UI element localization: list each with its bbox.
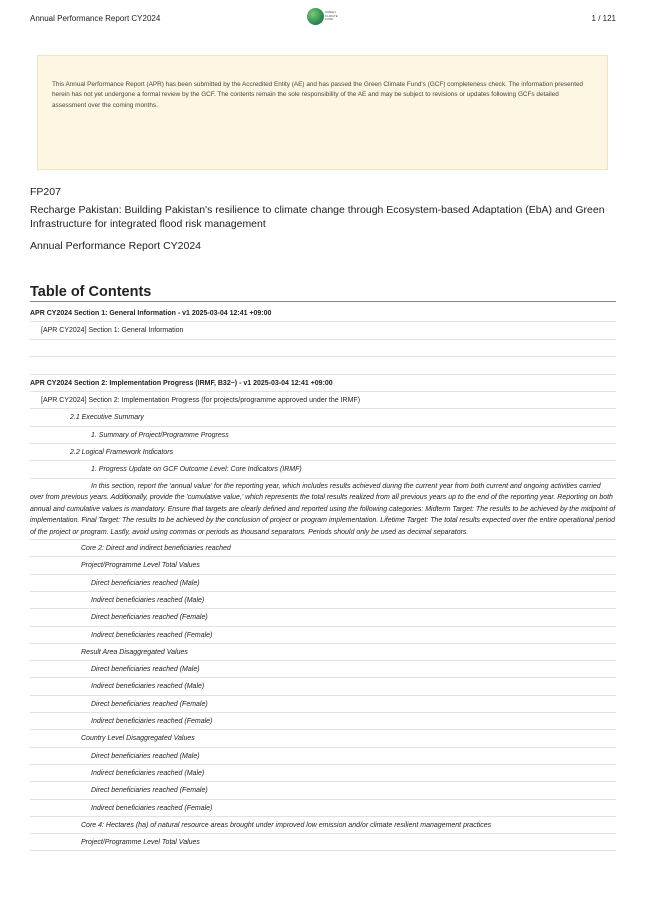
toc-entry[interactable]: Direct beneficiaries reached (Male): [30, 748, 616, 765]
gcf-logo: [307, 8, 341, 30]
toc-entry[interactable]: Core 4: Hectares (ha) of natural resource areas brought under improved low emission and/or climate resilient management practices: [30, 817, 616, 834]
globe-icon: [307, 8, 324, 25]
toc-entry[interactable]: 2.2 Logical Framework Indicators: [30, 444, 616, 461]
toc-entry[interactable]: 1. Progress Update on GCF Outcome Level: Core Indicators (IRMF): [30, 461, 616, 478]
toc-heading: Table of Contents: [30, 284, 616, 302]
toc-entry[interactable]: APR CY2024 Section 2: Implementation Progress (IRMF, B32~) - v1 2025-03-04 12:41 +09:00: [30, 375, 616, 392]
toc-entry[interactable]: Core 2: Direct and indirect beneficiaries reached: [30, 540, 616, 557]
table-of-contents: [30, 305, 616, 851]
toc-entry[interactable]: Indirect beneficiaries reached (Female): [30, 713, 616, 730]
toc-entry[interactable]: [APR CY2024] Section 2: Implementation Progress (for projects/programme approved under the IRMF): [30, 392, 616, 409]
toc-entry[interactable]: Indirect beneficiaries reached (Male): [30, 592, 616, 609]
project-id: FP207: [30, 186, 61, 198]
toc-entry[interactable]: Indirect beneficiaries reached (Male): [30, 765, 616, 782]
toc-spacer-row: [30, 340, 616, 358]
logo-text: GREEN CLIMATE FUND: [325, 10, 338, 22]
toc-entry[interactable]: APR CY2024 Section 1: General Information - v1 2025-03-04 12:41 +09:00: [30, 305, 616, 322]
toc-entry[interactable]: Indirect beneficiaries reached (Female): [30, 800, 616, 817]
toc-spacer-row: [30, 357, 616, 375]
project-title: Recharge Pakistan: Building Pakistan's resilience to climate change through Ecosystem-based Adaptation (EbA) and Green Infrastructure for integrated flood risk management: [30, 204, 605, 230]
toc-instruction-text: In this section, report the 'annual value' for the reporting year, which includes results achieved during the current year from both current and ongoing activities carried over from previous years. Additionally, provide the 'cumulative value,' which represents the total results realized from all previous years up to the end of the reporting year. Reporting on both annual and cumulative values is mandatory. Ensure that targets are clearly defined and reported using the following categories: Midterm Target: The results to be achieved by the midpoint of implementation. Final Target: The results to be achieved by the conclusion of project or program implementation. Lifetime Target: The total results expected over the entire operational period of the project or program. Lastly, avoid using commas or periods as thousand separators. Periods should only be used as decimal separators.: [30, 479, 616, 541]
toc-entry[interactable]: 1. Summary of Project/Programme Progress: [30, 427, 616, 444]
report-title: Annual Performance Report CY2024: [30, 240, 202, 252]
toc-entry[interactable]: Direct beneficiaries reached (Male): [30, 575, 616, 592]
toc-entry[interactable]: Direct beneficiaries reached (Female): [30, 696, 616, 713]
toc-entry[interactable]: Indirect beneficiaries reached (Female): [30, 627, 616, 644]
disclaimer-notice: This Annual Performance Report (APR) has been submitted by the Accredited Entity (AE) and has passed the Green Climate Fund's (GCF) completeness check. The information presented herein has not yet undergone a formal review by the GCF. The contents remain the sole responsibility of the AE and may be subject to revisions or updates following GCFs detailed assessment over the coming months.: [37, 55, 608, 170]
toc-entry[interactable]: Result Area Disaggregated Values: [30, 644, 616, 661]
toc-entry[interactable]: Project/Programme Level Total Values: [30, 834, 616, 851]
page-indicator: 1 / 121: [591, 14, 616, 23]
toc-entry[interactable]: 2.1 Executive Summary: [30, 409, 616, 426]
header-report-label: Annual Performance Report CY2024: [30, 14, 161, 23]
toc-entry[interactable]: Direct beneficiaries reached (Female): [30, 609, 616, 626]
toc-entry[interactable]: Direct beneficiaries reached (Male): [30, 661, 616, 678]
toc-entry[interactable]: Direct beneficiaries reached (Female): [30, 782, 616, 799]
toc-entry[interactable]: Project/Programme Level Total Values: [30, 557, 616, 574]
toc-entry[interactable]: [APR CY2024] Section 1: General Information: [30, 322, 616, 339]
toc-entry[interactable]: Indirect beneficiaries reached (Male): [30, 678, 616, 695]
toc-entry[interactable]: Country Level Disaggregated Values: [30, 730, 616, 747]
